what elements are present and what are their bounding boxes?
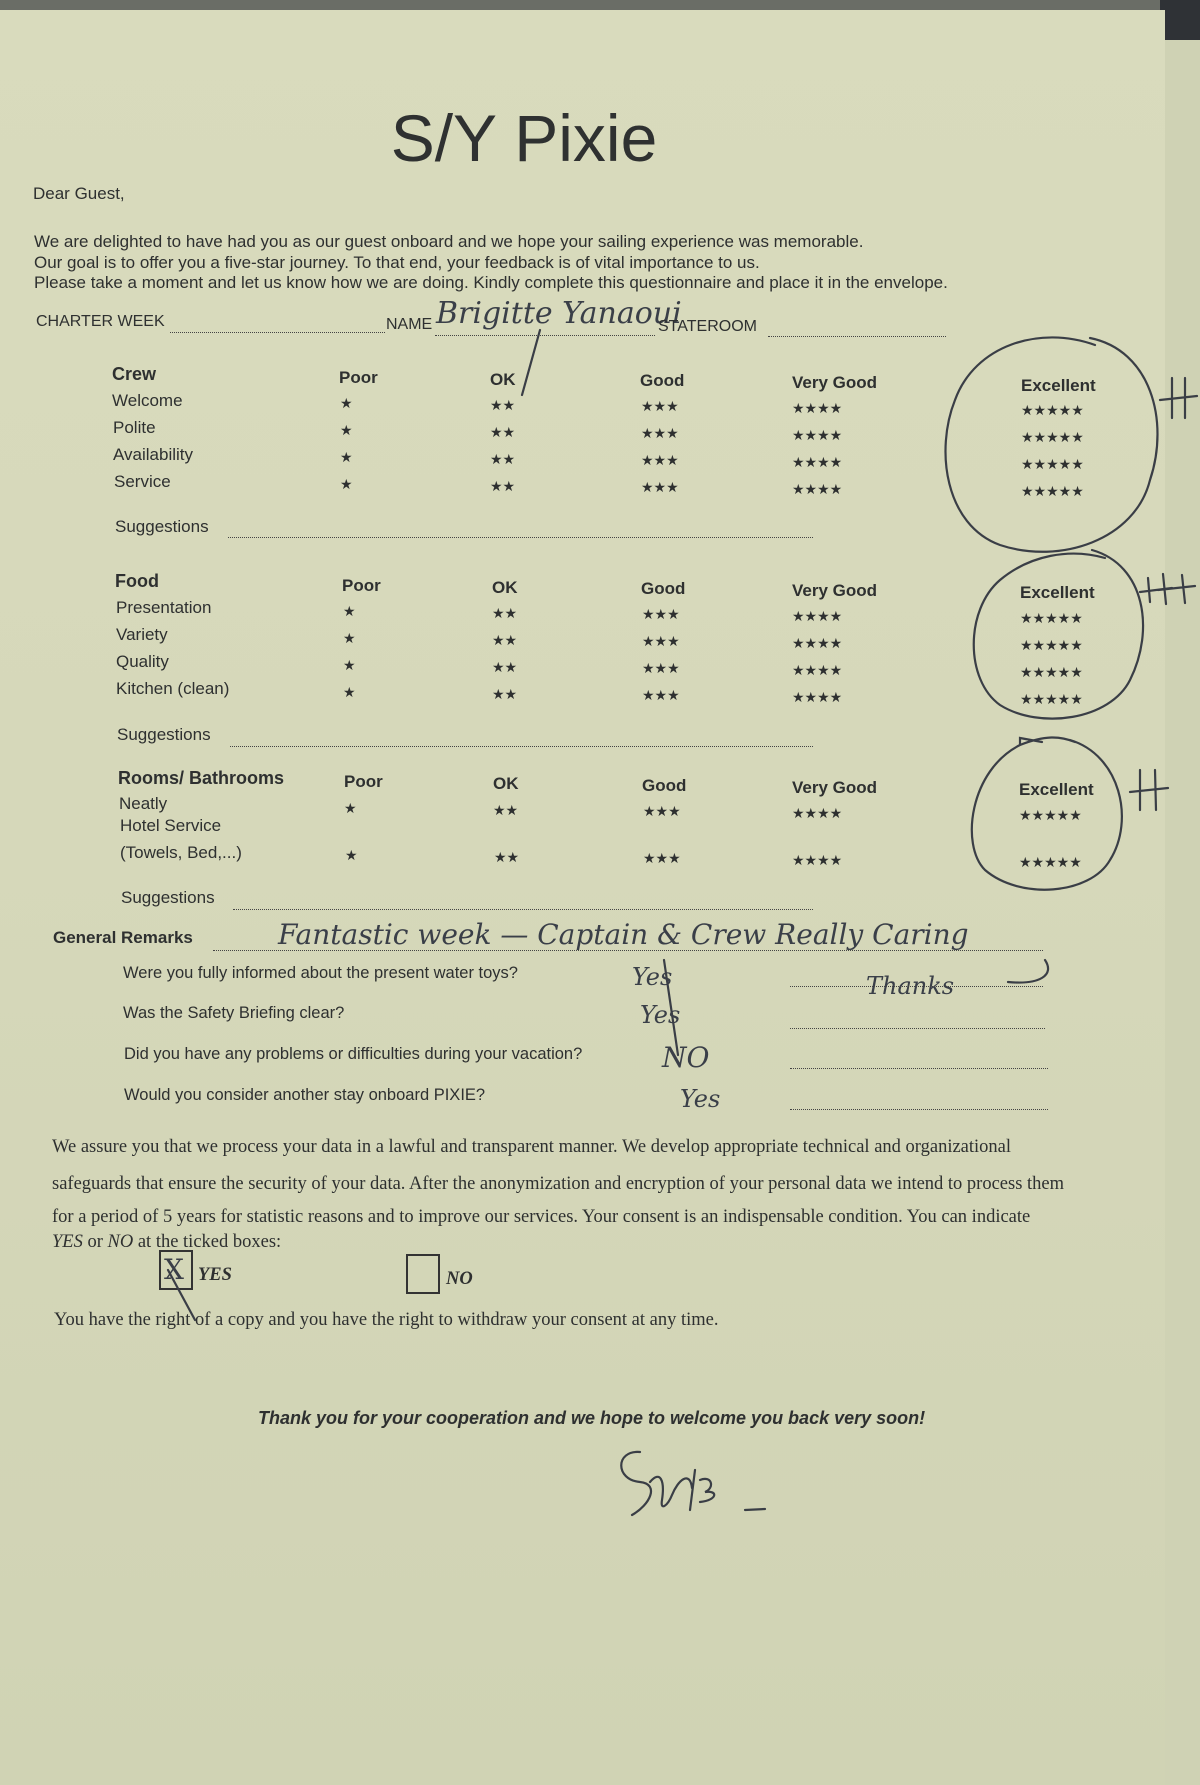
star-option[interactable]: ★★★ [641,479,679,495]
star-option[interactable]: ★★★★★ [1020,637,1083,653]
star-option[interactable]: ★★★★ [792,635,843,651]
rights-text: You have the right of a copy and you have the right to withdraw your consent at any time. [54,1310,719,1330]
closing-message: Thank you for your cooperation and we hope to welcome you back very soon! [258,1408,926,1428]
privacy-no-word: NO [107,1232,134,1252]
row-label-kitchen: Kitchen (clean) [116,679,230,698]
star-option[interactable]: ★★★★★ [1020,610,1083,626]
star-option[interactable]: ★★ [494,849,520,865]
answer-another-stay: Yes [680,1085,721,1113]
star-option[interactable]: ★★★★★ [1020,691,1083,707]
row-label-service: Service [114,472,171,491]
star-option[interactable]: ★★ [492,686,518,702]
row-label-polite: Polite [113,418,156,437]
section-heading: Rooms/ Bathrooms [118,768,285,788]
star-option[interactable]: ★★★ [642,687,680,703]
star-option[interactable]: ★★★ [643,850,681,866]
star-option[interactable]: ★ [340,449,353,465]
star-option[interactable]: ★★★★ [792,805,843,821]
column-ok: OK [492,578,518,597]
star-option[interactable]: ★★★★★ [1019,854,1082,870]
row-label-quality: Quality [116,652,169,671]
privacy-tail: at the ticked boxes: [137,1232,282,1252]
privacy-or-word: or [87,1232,103,1252]
general-remarks-label: General Remarks [53,928,193,947]
margin-mark-food [1140,574,1195,604]
row-label-presentation: Presentation [116,598,212,617]
star-option[interactable]: ★★ [490,478,516,494]
checkbox-x-mark: X [164,1253,184,1286]
privacy-yes-word: YES [52,1232,83,1252]
star-option[interactable]: ★★★★★ [1021,456,1084,472]
consent-yes-label: YES [198,1265,232,1285]
star-option[interactable]: ★★★★ [792,427,843,443]
row-label-neatly: Neatly [119,794,168,813]
star-option[interactable]: ★★★★ [792,454,843,470]
star-option[interactable]: ★★★ [642,606,680,622]
signature-dash [745,1509,765,1510]
star-option[interactable]: ★ [340,422,353,438]
charter-week-label: CHARTER WEEK [36,313,165,330]
excellent-circle-rooms [972,737,1122,889]
column-poor: Poor [344,772,383,791]
star-option[interactable]: ★★★★ [792,608,843,624]
question-another-stay: Would you consider another stay onboard PIXIE? [124,1086,486,1104]
column-ok: OK [490,370,516,389]
row-label-hotel-service: Hotel Service [120,816,222,835]
section-heading: Food [115,571,159,591]
question-safety-briefing: Was the Safety Briefing clear? [123,1004,345,1022]
star-option[interactable]: ★ [344,800,357,816]
privacy-line-1: We assure you that we process your data in a lawful and transparent manner. We develop appropriate technical and organizational [52,1137,1012,1157]
row-label-availability: Availability [113,445,194,464]
signature-scribble [621,1452,714,1515]
star-option[interactable]: ★★★ [642,633,680,649]
name-label: NAME [386,316,433,333]
section-heading: Crew [112,364,157,384]
column-excellent: Excellent [1019,780,1094,799]
column-ok: OK [493,774,519,793]
column-poor: Poor [339,368,378,387]
intro-line-1: We are delighted to have had you as our guest onboard and we hope your sailing experience was memorable. [34,232,864,251]
star-option[interactable]: ★★ [490,397,516,413]
star-option[interactable]: ★ [343,630,356,646]
star-option[interactable]: ★★★ [643,803,681,819]
star-option[interactable]: ★★★ [641,398,679,414]
star-option[interactable]: ★★★★ [792,481,843,497]
margin-mark-crew [1160,378,1197,418]
star-option[interactable]: ★ [343,603,356,619]
answer-tick [664,960,678,1055]
intro-line-3: Please take a moment and let us know how we are doing. Kindly complete this questionnaire and place it in the envelope. [34,273,948,292]
suggestions-label: Suggestions [115,517,209,536]
remarks-underline-curl [1008,960,1048,983]
star-option[interactable]: ★ [340,476,353,492]
star-option[interactable]: ★ [343,657,356,673]
column-excellent: Excellent [1021,376,1096,395]
star-option[interactable]: ★★★★★ [1019,807,1082,823]
greeting: Dear Guest, [33,184,125,203]
question-problems: Did you have any problems or difficulties during your vacation? [124,1045,583,1063]
suggestions-label: Suggestions [121,888,215,907]
star-option[interactable]: ★★★★★ [1021,429,1084,445]
star-option[interactable]: ★★ [490,451,516,467]
star-option[interactable]: ★★★ [642,660,680,676]
star-option[interactable]: ★★★★ [792,400,843,416]
star-option[interactable]: ★★ [490,424,516,440]
column-good: Good [642,776,687,795]
star-option[interactable]: ★★★★ [792,662,843,678]
column-poor: Poor [342,576,381,595]
general-remarks-handwritten-continued: Thanks [866,972,955,1000]
column-good: Good [641,579,686,598]
star-option[interactable]: ★★ [492,605,518,621]
star-option[interactable]: ★★★ [641,425,679,441]
excellent-circle-crew [945,337,1157,551]
consent-no-label: NO [446,1269,473,1289]
column-good: Good [640,371,685,390]
answer-water-toys: Yes [632,963,673,991]
star-option[interactable]: ★★★★ [792,852,843,868]
privacy-line-2: safeguards that ensure the security of your data. After the anonymization and encryption of your personal data we intend to process them [52,1174,1065,1194]
row-label-towels-bed: (Towels, Bed,...) [120,843,242,862]
name-pen-stroke [522,330,540,395]
excellent-circle-food [974,550,1143,719]
star-option[interactable]: ★ [345,847,358,863]
general-remarks-handwritten: Fantastic week — Captain & Crew Really Caring [278,918,969,951]
answer-problems: NO [662,1041,710,1074]
column-very-good: Very Good [792,581,878,600]
star-option[interactable]: ★★★★ [792,689,843,705]
column-very-good: Very Good [792,778,878,797]
star-option[interactable]: ★★★★★ [1021,402,1084,418]
star-option[interactable]: ★ [343,684,356,700]
answer-safety-briefing: Yes [640,1001,681,1029]
name-handwritten: Brigitte Yanaoui [436,296,682,331]
star-option[interactable]: ★★★★★ [1021,483,1084,499]
intro-line-2: Our goal is to offer you a five-star journey. To that end, your feedback is of vital importance to us. [34,253,760,272]
star-option[interactable]: ★★ [492,632,518,648]
margin-mark-rooms [1130,770,1168,810]
row-label-welcome: Welcome [112,391,183,410]
star-option[interactable]: ★ [340,395,353,411]
row-label-variety: Variety [116,625,168,644]
suggestions-label: Suggestions [117,725,211,744]
star-option[interactable]: ★★★ [641,452,679,468]
privacy-pen-stroke [168,1270,195,1320]
column-very-good: Very Good [792,373,878,392]
stateroom-label: STATEROOM [658,318,757,335]
column-excellent: Excellent [1020,583,1095,602]
question-water-toys: Were you fully informed about the present water toys? [123,964,518,982]
page-title: S/Y Pixie [390,101,658,175]
star-option[interactable]: ★★★★★ [1020,664,1083,680]
star-option[interactable]: ★★ [493,802,519,818]
privacy-line-3: for a period of 5 years for statistic reasons and to improve our services. Your consent is an indispensable condition. You can indicate [52,1207,1031,1227]
star-option[interactable]: ★★ [492,659,518,675]
